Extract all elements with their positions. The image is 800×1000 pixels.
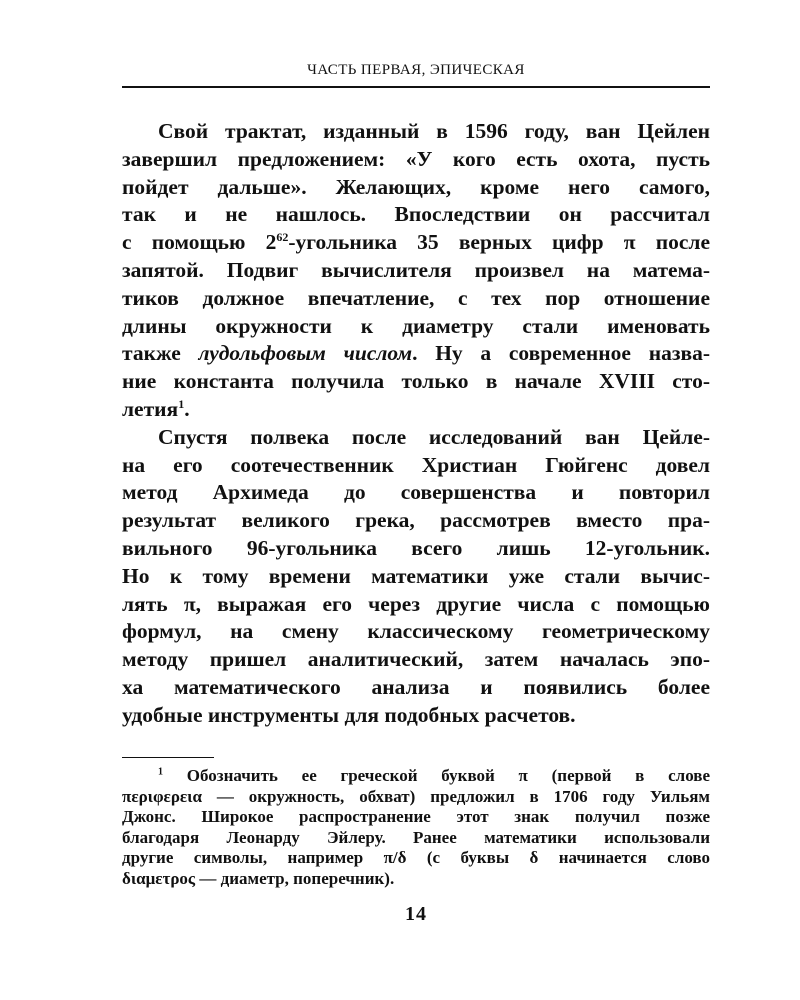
text-line: формул, на смену классическому геометрическому	[122, 619, 710, 644]
text-line: методу пришел аналитический, затем началась эпо-	[122, 647, 710, 672]
text-line: метод Архимеда до совершенства и повторил	[122, 480, 710, 505]
footnote-reference[interactable]: 1	[178, 396, 185, 411]
italic-term: лудольфовым числом	[198, 341, 413, 366]
text-line: ние константа получила только в начале XVIII сто-	[122, 369, 710, 394]
text-line	[122, 396, 710, 424]
text-line: лять π, выражая его через другие числа с помощью	[122, 591, 710, 616]
footnote-separator	[122, 757, 214, 758]
main-text	[122, 118, 710, 730]
footnote-line	[122, 766, 710, 787]
text-line: тиков должное впечатление, с тех пор отношение	[122, 285, 710, 310]
text-line	[122, 340, 710, 368]
text-line: завершил предложением: «У кого есть охота, пусть	[122, 146, 710, 171]
text-line: на его соотечественник Христиан Гюйгенс довел	[122, 452, 710, 477]
running-head: ЧАСТЬ ПЕРВАЯ, ЭПИЧЕСКАЯ	[307, 62, 525, 78]
text-line: вильного 96-угольника всего лишь 12-угольник.	[122, 535, 710, 560]
paragraph-1	[122, 118, 710, 424]
text-line: Но к тому времени математики уже стали вычис-	[122, 563, 710, 588]
footnote	[122, 766, 710, 889]
text-line: Свой трактат, изданный в 1596 году, ван Цейлен	[158, 119, 710, 143]
text-line: так и не нашлось. Впоследствии он рассчитал	[122, 202, 710, 227]
text-line: результат великого грека, рассмотрев вместо пра-	[122, 508, 710, 533]
text-fragment: .	[184, 396, 190, 421]
exponent: 62	[276, 230, 289, 245]
footnote-line: διαμετρος — диаметр, поперечник).	[122, 868, 395, 888]
text-line: ха математического анализа и появились более	[122, 674, 710, 699]
text-line: запятой. Подвиг вычислителя произвел на матема-	[122, 257, 710, 282]
text-line: длины окружности к диаметру стали именовать	[122, 313, 710, 338]
text-fragment: Обозначить ее греческой буквой π (первой в слове	[186, 766, 710, 785]
footnote-line: Джонс. Широкое распространение этот знак получил позже	[122, 807, 710, 826]
page-number: 14	[405, 903, 427, 925]
footnote-line: περιφερεια — окружность, обхват) предложил в 1706 году Уильям	[122, 786, 710, 806]
text-fragment: летия	[122, 396, 179, 421]
footnote-marker: 1	[158, 766, 163, 778]
text-line: удобные инструменты для подобных расчетов.	[122, 702, 576, 727]
text-line	[122, 229, 710, 257]
text-fragment: -угольника 35 верных цифр π после	[288, 230, 710, 255]
text-fragment: также	[122, 341, 199, 366]
header-rule	[122, 86, 710, 88]
paragraph-2	[122, 424, 710, 730]
text-fragment: . Ну а современное назва-	[412, 341, 710, 366]
footnote-line: благодаря Леонарду Эйлеру. Ранее математики использовали	[122, 827, 710, 847]
footnote-line: другие символы, например π/δ (с буквы δ начинается слово	[122, 848, 710, 867]
text-line: пойдет дальше». Желающих, кроме него самого,	[122, 174, 710, 199]
text-line: Спустя полвека после исследований ван Цейле-	[158, 424, 710, 449]
text-fragment: с помощью 2	[122, 230, 277, 255]
